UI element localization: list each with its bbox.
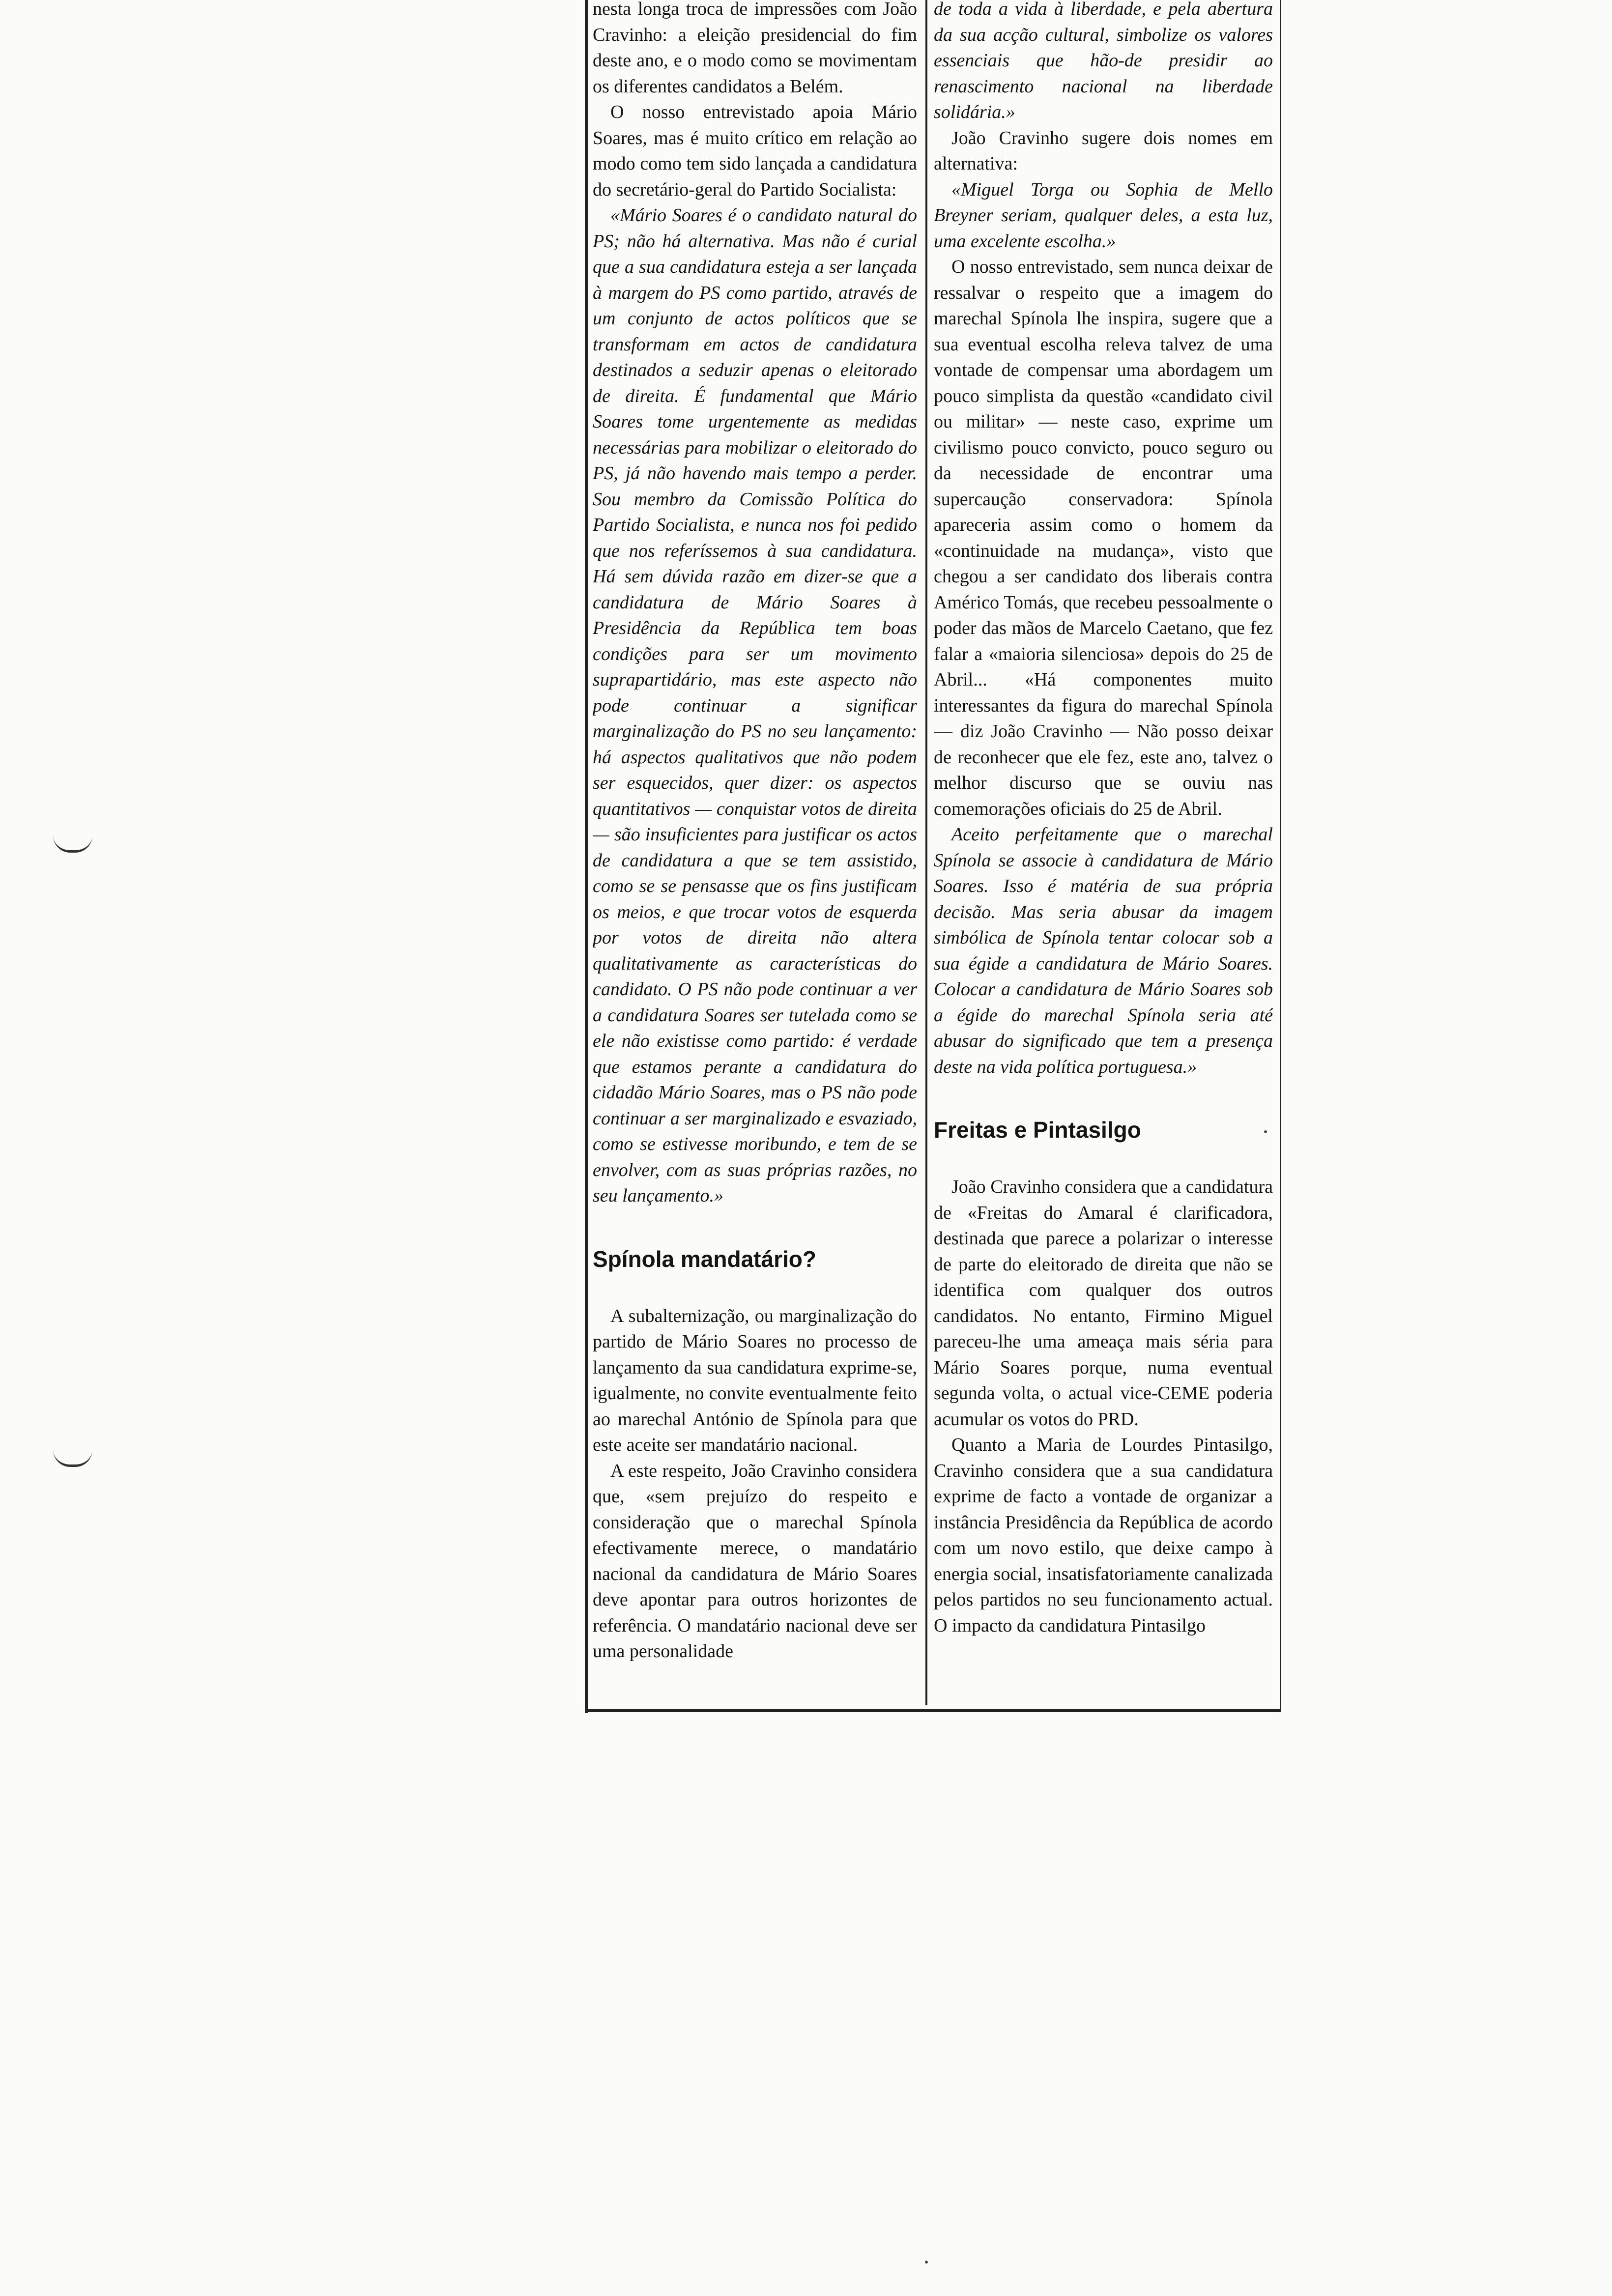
- quote-paragraph: Aceito perfeitamente que o marechal Spínola se associe à candidatura de Mário Soares. Isso é matéria de sua própria decisão. Mas seria abusar da imagem simbólica de Spínola tentar colocar sob a sua égide a candidatura de Mário Soares. Colocar a candidatura de Mário Soares sob a égide do marechal Spínola seria até abusar do significado que tem a presença deste na vida política portuguesa.»: [934, 824, 1273, 1077]
- quote-paragraph: «Miguel Torga ou Sophia de Mello Breyner seriam, qualquer deles, a esta luz, uma excelente escolha.»: [934, 179, 1273, 252]
- column-divider: [925, 0, 927, 1705]
- paragraph: João Cravinho sugere dois nomes em alternativa:: [934, 127, 1273, 174]
- clipping-bottom-border: [585, 1709, 1281, 1712]
- paragraph: O nosso entrevistado, sem nunca deixar de ressalvar o respeito que a imagem do marechal Spínola lhe inspira, sugere que a sua eventual escolha releva talvez de uma vontade de compensar uma abordagem um pouco simplista da questão «candidato civil ou militar» — neste caso, exprime um civilismo pouco convicto, pouco seguro ou da necessidade de encontrar uma supercaução conservadora: Spínola apareceria assim como o homem da «continuidade na mudança», visto que chegou a ser candidato dos liberais contra Américo Tomás, que recebeu pessoalmente o poder das mãos de Marcelo Caetano, que fez falar a «maioria silenciosa» depois do 25 de Abril... «Há componentes muito interessantes da figura do marechal Spínola — diz João Cravinho — Não posso deixar de reconhecer que ele fez, este ano, talvez o melhor discurso que se ouviu nas comemorações oficiais do 25 de Abril.: [934, 257, 1273, 819]
- paragraph: O nosso entrevistado apoia Mário Soares, mas é muito crítico em relação ao modo como tem sido lançada a candidatura do secretário-geral do Partido Socialista:: [593, 102, 917, 200]
- article-column-right: [934, 0, 1273, 1701]
- article-column-left: [593, 0, 917, 1696]
- paragraph: A subalternização, ou marginalização do partido de Mário Soares no processo de lançamento da sua candidatura exprime-se, igualmente, no convite eventualmente feito ao marechal António de Spínola para que este aceite ser mandatário nacional.: [593, 1305, 917, 1455]
- quote-paragraph: «Mário Soares é o candidato natural do PS; não há alternativa. Mas não é curial que a sua candidatura esteja a ser lançada à margem do PS como partido, através de um conjunto de actos políticos que se transformam em actos de candidatura destinados a seduzir apenas o eleitorado de direita. É fundamental que Mário Soares tome urgentemente as medidas necessárias para mobilizar o eleitorado do PS, já não havendo mais tempo a perder. Sou membro da Comissão Política do Partido Socialista, e nunca nos foi pedido que nos referíssemos à sua candidatura. Há sem dúvida razão em dizer-se que a candidatura de Mário Soares à Presidência da República tem boas condições para ser um movimento suprapartidário, mas este aspecto não pode continuar a significar marginalização do PS no seu lançamento: há aspectos qualitativos que não podem ser esquecidos, quer dizer: os aspectos quantitativos — conquistar votos de direita — são insuficientes para justificar os actos de candidatura a que se tem assistido, como se se pensasse que os fins justificam os meios, e que trocar votos de esquerda por votos de direita não altera qualitativamente as características do candidato. O PS não pode continuar a ver a candidatura Soares ser tutelada como se ele não existisse como partido: é verdade que estamos perante a candidatura do cidadão Mário Soares, mas o PS não pode continuar a ser marginalizado e esvaziado, como se estivesse moribundo, e tem de se envolver, com as suas próprias razões, no seu lançamento.»: [593, 205, 917, 1206]
- binder-hole-mark-top: [53, 835, 92, 853]
- paragraph: João Cravinho considera que a candidatura de «Freitas do Amaral é clarificadora, destinada que parece a polarizar o interesse de parte do eleitorado de direita que não se identifica com qualquer dos outros candidatos. No entanto, Firmino Miguel pareceu-lhe uma ameaça mais séria para Mário Soares porque, numa eventual segunda volta, o actual vice-CEME poderia acumular os votos do PRD.: [934, 1177, 1273, 1430]
- clipping-right-border: [1280, 0, 1281, 1709]
- paragraph: A este respeito, João Cravinho considera que, «sem prejuízo do respeito e consideração que o marechal Spínola efectivamente merece, o mandatário nacional da candidatura de Mário Soares deve apontar para outros horizontes de referência. O mandatário nacional deve ser uma personalidade: [593, 1460, 917, 1662]
- binder-hole-mark-bottom: [53, 1450, 92, 1467]
- quote-paragraph: de toda a vida à liberdade, e pela abertura da sua acção cultural, simbolize os valores essenciais que hão-de presidir ao renascimento nacional na liberdade solidária.»: [934, 0, 1273, 122]
- section-heading: Spínola mandatário?: [593, 1246, 816, 1272]
- clipping-left-border: [585, 0, 588, 1713]
- scan-speck: [925, 2261, 928, 2264]
- paragraph: nesta longa troca de impressões com João Cravinho: a eleição presidencial do fim deste ano, e o modo como se movimentam os diferentes candidatos a Belém.: [593, 0, 917, 97]
- paragraph: Quanto a Maria de Lourdes Pintasilgo, Cravinho considera que a sua candidatura exprime de facto a vontade de organizar a instância Presidência da República de acordo com um novo estilo, que deixe campo à energia social, insatisfatoriamente canalizada pelos partidos no seu funcionamento actual. O impacto da candidatura Pintasilgo: [934, 1435, 1273, 1636]
- section-heading: Freitas e Pintasilgo: [934, 1117, 1141, 1143]
